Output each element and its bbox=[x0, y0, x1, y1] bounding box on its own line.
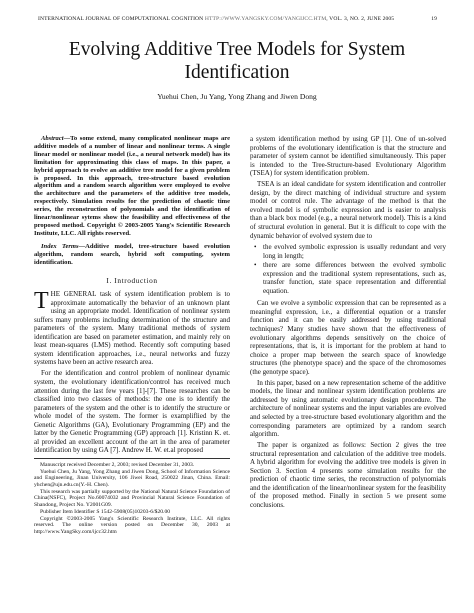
right-paragraph-2: TSEA is an ideal candidate for system identification and controller design, by the direct matching of individual structure and system model or control rule. The advantage of the method is that the evolved model is of symbolic expression and is easier to analysis than a black box model (e.g., a neural network model). This is a kind of structural evolution in general. But it is difficult to cope with the dynamic behavior of evolved system due to bbox=[250, 180, 446, 240]
right-paragraph-4: In this paper, based on a new representation scheme of the additive models, the linear and nonlinear system identification problems are addressed by using automatic evolutionary design procedure. The architecture of nonlinear systems and the input variables are evolved and selected by a tree-structure based evolutionary algorithm and the corresponding parameters are optimized by a random search algorithm. bbox=[250, 378, 446, 439]
drop-cap: T bbox=[34, 288, 49, 315]
header-journal: INTERNATIONAL JOURNAL OF COMPUTATIONAL COGNITION bbox=[38, 16, 204, 22]
footnote-funding: This research was partially supported by the National Natural Science Foundation of China(NSFC), Project No.60074032 and Provincial Natural Science Foundation of Shandong, Project No. Y2001G09. bbox=[34, 488, 230, 509]
header-issue: , VOL. 3, NO. 2, JUNE 2005 bbox=[326, 16, 395, 22]
intro-paragraph-1-text: HE GENERAL task of system identification problem is to approximate automatically the behavior of an unknown plant using an appropriate model. Identification of nonlinear system suffers many problems including determination of the structure and parameters of the system. Many traditional methods of system identification are based on parameter estimation, and mainly rely on least mean-squares (LMS) method. Recently soft computing based system identification approaches, i.e., neural networks and fuzzy systems have been an active research area. bbox=[34, 290, 230, 367]
footnote-affiliation: Yuehui Chen, Ju Yang, Yong Zhang and Jiwen Dong, School of Information Science and Engineering, Jinan University, 106 Jiwei Road, 250022 Jinan, China. Email: yhchen@ujn.edu.cn(Y.-H. Chen). bbox=[34, 468, 230, 489]
list-item bbox=[254, 261, 446, 295]
bullet-icon: • bbox=[254, 243, 257, 252]
footnote-received: Manuscript received December 2, 2003; revised December 31, 2003. bbox=[40, 461, 195, 468]
header-journal-line bbox=[38, 16, 394, 22]
header-url[interactable]: HTTP://WWW.YANGSKY.COM/YANGIJCC.HTM bbox=[204, 16, 327, 22]
right-paragraph-3: Can we evolve a symbolic expression that can be represented as a meaningful expression, i.e., a differential equation or a transfer function and it can be easily addressed by using traditional techniques? Many studies have shown that the effectiveness of evolutionary algorithms depends sensitively on the choice of representations, that is, it is important for the problem at hand to choice a proper map between the search space of knowledge structures (the phenotype space) and the space of the chromosomes (the genotype space). bbox=[250, 299, 446, 376]
abstract bbox=[34, 135, 230, 238]
abstract-label: Abstract bbox=[41, 135, 64, 142]
running-header bbox=[38, 16, 437, 25]
index-terms-text: —Additive model, tree-structure based evolution algorithm, random search, hybrid soft computing, system identification. bbox=[34, 242, 230, 266]
index-terms-label: Index Terms bbox=[41, 242, 79, 250]
list-item-text: the evolved symbolic expression is usually redundant and very long in length; bbox=[263, 243, 446, 260]
section-heading-introduction: I. Introduction bbox=[106, 275, 158, 285]
page-number: 19 bbox=[431, 16, 437, 22]
footnote-copyright: Copyright ©2003-2005 Yang's Scientific Research Institute, LLC. All rights reserved. The online version posted on December 30, 2003 at http://www.YangSky.com/ijcc32.htm bbox=[34, 515, 230, 535]
right-paragraph-1: a system identification method by using GP [1]. One of un-solved problems of the evolutionary identification is that the structure and parameter of system cannot be identified simultaneously. This paper is intended to the Tree-Structure-based Evolutionary Algorithm (TSEA) for system identification problem. bbox=[250, 135, 446, 178]
right-column bbox=[250, 135, 446, 512]
intro-paragraph-2: For the identification and control problem of nonlinear dynamic system, the evolutionary identification/control has received much attention during the last few years [1]-[7]. These researches can be classified into two classes of methods: the one is to identify the parameters of the system and the other is to identify the structure or whole model of the system. The former is exampliflied by the Genetic Algorithms (GA), Evolutionary Programming (EP) and the latter by the Genetic Programming (GP) approach [1]. Kristinn K. et. al provided an excellent account of the art in the area of parameter identification by using GA [7]. Andrew H. W. et.al proposed bbox=[34, 369, 230, 455]
list-item-text: there are some differences between the evolved symbolic expression and the traditional system representations, such as, transfer function, state space representation and differential equation. bbox=[263, 261, 446, 295]
left-column bbox=[34, 135, 230, 536]
right-paragraph-5: The paper is organized as follows: Section 2 gives the tree structural representation and calculation of the additive tree models. A hybrid algorithm for evolving the additive tree models is given in Section 3. Section 4 presents some simulation results for the prediction of chaotic time series, the reconstruction of polynomials and the identification of the linear/nonlinear system for the feasibility of the proposed method. Finally in section 5 we present some conclusions. bbox=[250, 441, 446, 509]
index-terms bbox=[34, 243, 230, 267]
paper-title: Evolving Additive Tree Models for System Identification bbox=[68, 39, 406, 83]
paper-authors: Yuehui Chen, Ju Yang, Yong Zhang and Jiwen Dong bbox=[157, 92, 317, 101]
intro-paragraph-1 bbox=[34, 290, 230, 367]
abstract-text: —To some extend, many complicated nonlinear maps are additive models of a number of linear and nonlinear terms. A single linear model or nonlinear model (i.e., a neural network model) has its limitation for approximating this class of maps. In this paper, a hybrid approach to evolve an additive tree model for a given problem is proposed. In this approach, tree-structure based evolution algorithm and a random search algorithm were employed to evolve the architecture and the parameters of the additive tree models, respectively. Simulation results for the prediction of chaotic time series, the reconstruction of polynomials and the identification of linear/nonlinear sytems show the feasibility and effectiveness of the proposed method. Copyright © 2003-2005 Yang's Scientific Research Institute, LLC. All rights reserved. bbox=[34, 135, 230, 237]
footnotes bbox=[34, 458, 230, 536]
bullet-list bbox=[250, 243, 446, 295]
bullet-icon: • bbox=[254, 261, 257, 270]
list-item bbox=[254, 243, 446, 260]
footnote-identifier: Publisher Item Identifier S 1542-5908(05)10203-6/$20.00 bbox=[40, 508, 171, 515]
